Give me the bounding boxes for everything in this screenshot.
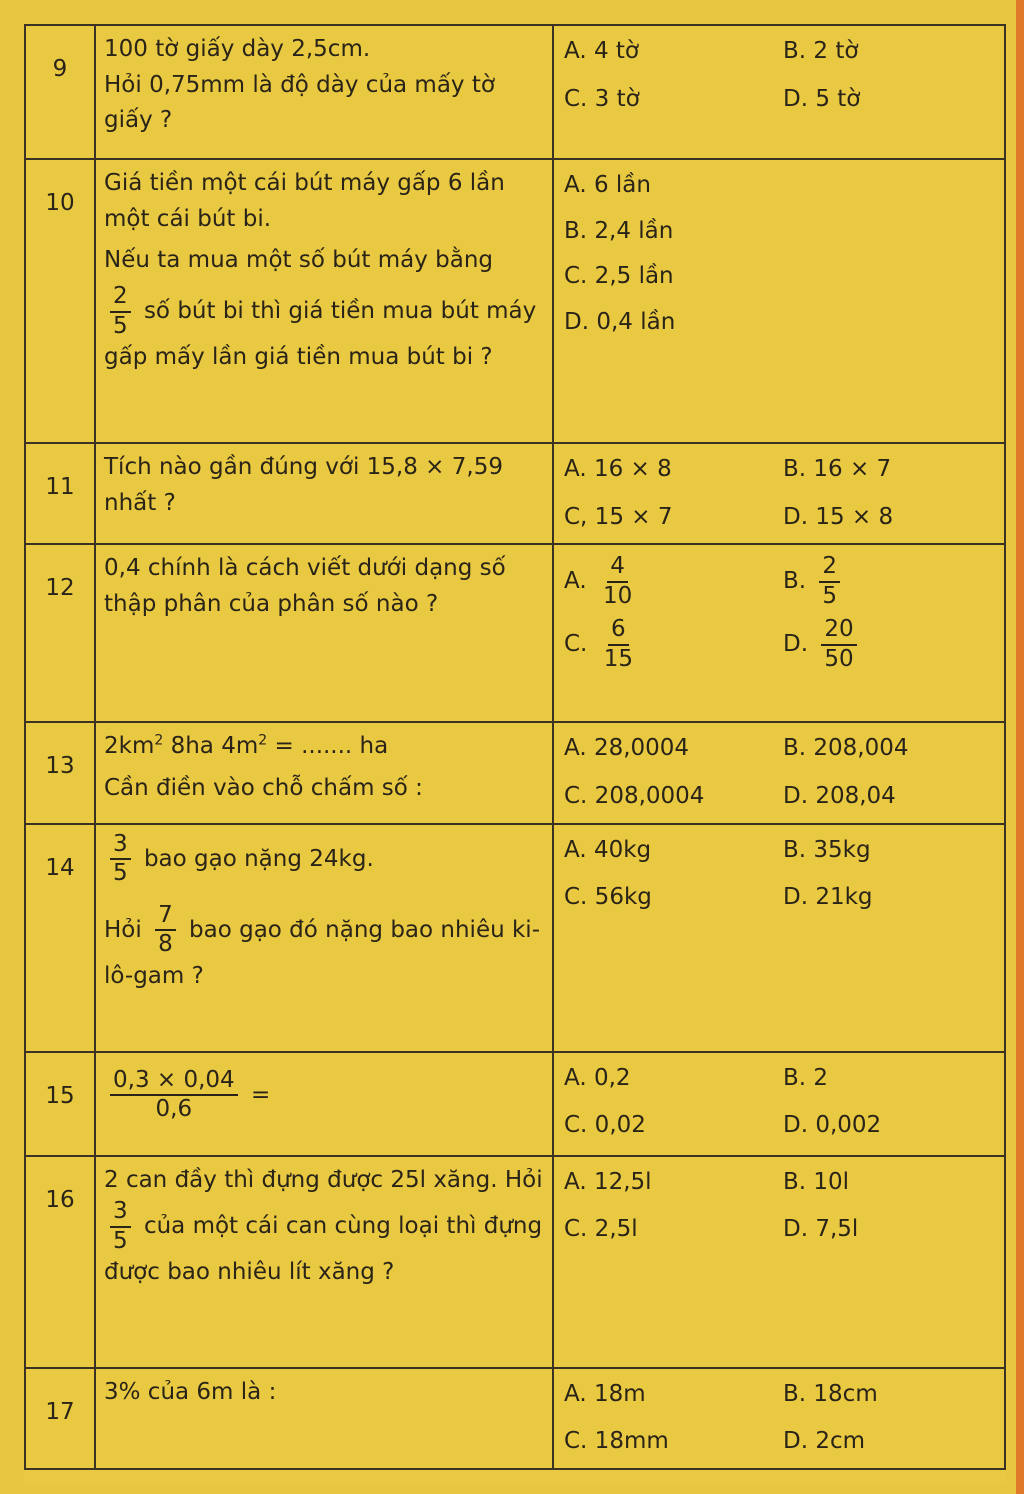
question-text-part: 2 can đầy thì đựng được 25l xăng. Hỏi — [104, 1166, 543, 1193]
option-b: B. 208,004 — [783, 735, 909, 762]
fraction-denominator: 8 — [158, 931, 173, 958]
answer-options — [553, 159, 1005, 443]
question-text — [95, 1156, 553, 1368]
equals-sign: = — [251, 1081, 271, 1108]
question-text-part: Hỏi — [104, 916, 142, 943]
option-b: B. 16 × 7 — [783, 456, 892, 482]
fraction-numerator: 7 — [155, 902, 176, 932]
option-a: A. 4 tờ — [564, 38, 639, 64]
option-b: B. 10l — [783, 1168, 850, 1195]
option-c: C. 18mm — [564, 1428, 669, 1455]
fraction-denominator: 50 — [824, 646, 854, 673]
question-number: 10 — [25, 159, 95, 443]
question-text — [95, 824, 553, 1052]
option-b: B. 2,4 lần — [564, 217, 674, 244]
question-text — [95, 722, 553, 823]
fraction — [819, 553, 840, 610]
answer-options — [553, 722, 1005, 823]
option-label: C. — [564, 631, 588, 658]
option-label: A. — [564, 568, 587, 595]
option-a: A. 6 lần — [564, 172, 651, 198]
option-b: B. 2 tờ — [783, 38, 859, 64]
fraction — [110, 1198, 131, 1255]
option-a: A. 40kg — [564, 836, 652, 863]
question-text-part: của một cái can cùng loại thì đựng được bao nhiêu lít xăng ? — [104, 1213, 543, 1286]
worksheet — [24, 24, 1006, 1484]
question-text — [95, 159, 553, 443]
fraction-denominator: 10 — [602, 582, 633, 609]
question-text-part: Cần điền vào chỗ chấm số : — [104, 774, 423, 801]
option-d: D. 208,04 — [783, 782, 896, 809]
option-a: A. 28,0004 — [564, 735, 690, 762]
option-d: D. 0,002 — [783, 1112, 882, 1139]
answer-options — [553, 25, 1005, 159]
option-a: A. 16 × 8 — [564, 456, 672, 482]
question-number: 17 — [25, 1368, 95, 1469]
question-text: 3% của 6m là : — [95, 1368, 553, 1469]
fraction-denominator: 15 — [603, 646, 633, 673]
superscript: 2 — [154, 732, 164, 749]
question-row-12 — [25, 544, 1005, 722]
option-b — [783, 553, 994, 610]
question-text-part: = ....... ha — [267, 733, 389, 760]
fraction-numerator: 4 — [607, 553, 628, 583]
fraction-denominator: 5 — [822, 582, 838, 609]
question-text: Tích nào gần đúng với 15,8 × 7,59 nhất ? — [95, 443, 553, 544]
question-number: 13 — [25, 722, 95, 823]
option-d: D. 0,4 lần — [564, 308, 676, 335]
fraction — [600, 553, 635, 610]
option-c — [564, 616, 775, 673]
fraction — [155, 902, 176, 959]
answer-options — [553, 443, 1005, 544]
question-text-part: 2km — [104, 733, 155, 760]
answer-options — [553, 1156, 1005, 1368]
question-number: 15 — [25, 1052, 95, 1156]
fraction-numerator: 20 — [821, 616, 856, 646]
question-row-16 — [25, 1156, 1005, 1368]
fraction-denominator: 5 — [113, 312, 128, 339]
fraction-denominator: 5 — [113, 1227, 128, 1254]
option-d: D. 2cm — [783, 1428, 866, 1455]
fraction — [110, 1067, 238, 1124]
superscript: 2 — [258, 732, 268, 749]
question-number: 14 — [25, 824, 95, 1052]
option-b: B. 35kg — [783, 836, 871, 863]
answer-options — [553, 824, 1005, 1052]
fraction-numerator: 2 — [110, 283, 131, 313]
option-label: D. — [783, 631, 809, 658]
option-b: B. 2 — [783, 1064, 829, 1091]
option-d: D. 21kg — [783, 884, 873, 911]
fraction-numerator: 3 — [110, 831, 131, 861]
question-text-part: Nếu ta mua một số bút máy bằng — [104, 247, 494, 274]
question-text: 100 tờ giấy dày 2,5cm. Hỏi 0,75mm là độ dày của mấy tờ giấy ? — [95, 25, 553, 159]
question-text-part: Giá tiền một cái bút máy gấp 6 lần một cái bút bi. — [104, 170, 505, 232]
option-c: C. 208,0004 — [564, 782, 705, 809]
answer-options — [553, 544, 1005, 722]
option-d — [783, 616, 994, 673]
question-row-13 — [25, 722, 1005, 823]
option-c: C. 0,02 — [564, 1112, 646, 1139]
option-a: A. 0,2 — [564, 1064, 631, 1091]
question-number: 9 — [25, 25, 95, 159]
quiz-table — [24, 24, 1006, 1470]
fraction — [821, 616, 856, 673]
option-c: C. 56kg — [564, 884, 652, 911]
answer-options — [553, 1368, 1005, 1469]
fraction-denominator: 0,6 — [155, 1096, 193, 1123]
option-c: C. 2,5 lần — [564, 263, 674, 290]
question-row-15 — [25, 1052, 1005, 1156]
fraction-numerator: 6 — [608, 616, 629, 646]
fraction-numerator: 3 — [110, 1198, 131, 1228]
option-a: A. 18m — [564, 1380, 646, 1407]
fraction — [601, 616, 636, 673]
option-a: A. 12,5l — [564, 1168, 652, 1195]
question-text — [95, 1052, 553, 1156]
option-label: B. — [783, 568, 807, 595]
question-text-part: 8ha 4m — [163, 733, 259, 760]
answer-options — [553, 1052, 1005, 1156]
fraction-numerator: 2 — [819, 553, 840, 583]
option-d: D. 5 tờ — [783, 85, 861, 112]
question-text-part: bao gạo đó nặng bao nhiêu ki-lô-gam ? — [104, 916, 540, 989]
question-row-11 — [25, 443, 1005, 544]
option-d: D. 15 × 8 — [783, 503, 894, 530]
fraction-numerator: 0,3 × 0,04 — [110, 1067, 238, 1097]
option-d: D. 7,5l — [783, 1216, 859, 1243]
option-b: B. 18cm — [783, 1380, 878, 1407]
option-a — [564, 553, 775, 610]
option-c: C, 15 × 7 — [564, 503, 673, 530]
option-c: C. 3 tờ — [564, 85, 640, 112]
fraction — [110, 831, 131, 888]
question-text: 0,4 chính là cách viết dưới dạng số thập phân của phân số nào ? — [95, 544, 553, 722]
question-text-part: số bút bi thì giá tiền mua bút máy gấp mấy lần giá tiền mua bút bi ? — [104, 298, 537, 371]
question-number: 16 — [25, 1156, 95, 1368]
table-edge-shadow — [1016, 0, 1024, 1494]
question-number: 12 — [25, 544, 95, 722]
fraction — [110, 283, 131, 340]
question-text-part: bao gạo nặng 24kg. — [143, 845, 374, 872]
option-c: C. 2,5l — [564, 1216, 638, 1243]
question-number: 11 — [25, 443, 95, 544]
fraction-denominator: 5 — [113, 860, 128, 887]
question-row-17 — [25, 1368, 1005, 1469]
question-row-14 — [25, 824, 1005, 1052]
question-row-10 — [25, 159, 1005, 443]
question-row-9 — [25, 25, 1005, 159]
